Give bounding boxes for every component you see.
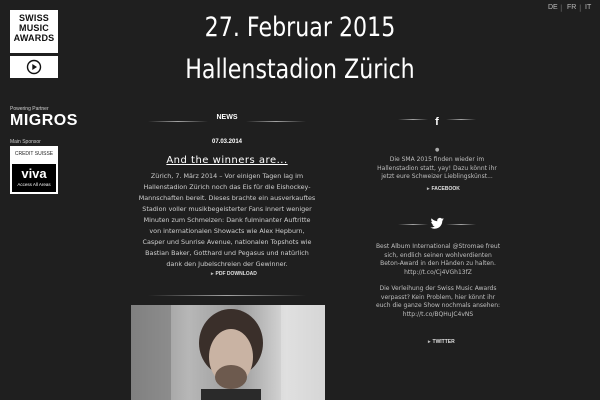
bullet-dot: ●	[435, 147, 440, 153]
lang-fr[interactable]: FR	[567, 4, 577, 11]
news-headline-link[interactable]: And the winners are...	[166, 155, 288, 166]
facebook-post-text: Die SMA 2015 finden wieder im Hallenstadion statt, yay! Dazu könnt ihr jetzt eure Schweizer Lieblingskünst...	[377, 156, 497, 180]
migros-logo[interactable]: MIGROS	[10, 112, 78, 129]
pdf-download-link[interactable]	[211, 271, 257, 277]
divider	[446, 224, 476, 225]
logo-line-2: MUSIC	[19, 23, 49, 33]
lang-de[interactable]: DE	[548, 4, 558, 11]
viva-logo[interactable]	[10, 162, 58, 194]
arrow-right-icon: ▸	[211, 271, 214, 277]
winner-photo[interactable]	[131, 305, 325, 400]
event-venue-title: Hallenstadion Zürich	[185, 54, 415, 85]
main-sponsor-label: Main Sponsor	[10, 139, 41, 145]
twitter-link-label: TWITTER	[432, 339, 455, 345]
credit-suisse-logo[interactable]	[10, 146, 58, 162]
tweet-1-text: Best Album International @Stromae freut sich, endlich seinen wohlverdienten Beton-Award in den Händen zu halten. http://t.co/Cj4VGh13fZ	[375, 243, 501, 276]
arrow-right-icon: ▸	[428, 339, 431, 345]
divider	[398, 119, 428, 120]
logo-line-1: SWISS	[18, 13, 49, 23]
twitter-link[interactable]	[428, 339, 455, 345]
viva-subline: Access All Areas	[17, 182, 51, 187]
divider	[148, 121, 208, 122]
divider	[246, 121, 306, 122]
viva-word: viva	[21, 166, 47, 181]
play-video-button[interactable]	[10, 56, 58, 78]
play-icon	[26, 59, 42, 75]
logo-line-3: AWARDS	[13, 33, 55, 43]
swiss-music-awards-logo[interactable]	[10, 10, 58, 53]
divider	[148, 295, 306, 296]
pdf-download-label: PDF DOWNLOAD	[215, 271, 257, 277]
news-date: 07.03.2014	[211, 139, 243, 145]
facebook-link-label: FACEBOOK	[431, 186, 460, 192]
facebook-link[interactable]	[427, 186, 460, 192]
winner-portrait-image	[131, 305, 325, 400]
news-section-title: NEWS	[216, 114, 238, 121]
facebook-icon-letter: f	[435, 116, 439, 128]
divider	[398, 224, 428, 225]
powering-partner-label: Powering Partner	[10, 106, 49, 112]
lang-it[interactable]: IT	[585, 4, 592, 11]
lang-separator: |	[560, 4, 563, 12]
credit-suisse-text: CREDIT SUISSE	[14, 151, 54, 157]
news-paragraph: Zürich, 7. März 2014 – Vor einigen Tagen lag im Hallenstadion Zürich noch das Eis für die Eishockey-Mannschaften bereit. Dieses brachte ein ausverkauftes Stadion voller musikbegeisterter Fans innert weniger Minuten zum Schmelzen: Dank fulminanter Auftritte von internationalen Showacts wie Alex Hepburn, Casper und Sunrise Avenue, nationalen Topshots wie Bastian Baker, Gotthard und Pegasus und natürlich dank den Jubelschreien der Gewinner.	[138, 172, 316, 268]
twitter-icon[interactable]	[429, 216, 445, 230]
divider	[446, 119, 476, 120]
facebook-icon[interactable]	[428, 110, 446, 128]
event-date-title: 27. Februar 2015	[204, 12, 396, 43]
lang-separator: |	[579, 4, 582, 12]
twitter-bird-icon	[429, 217, 445, 231]
tweet-2-text: Die Verleihung der Swiss Music Awards verpasst? Kein Problem, hier könnt ihr euch die ganze Show nochmals ansehen: http://t.co/BQHuJC4vNS	[375, 285, 501, 318]
arrow-right-icon: ▸	[427, 186, 430, 192]
